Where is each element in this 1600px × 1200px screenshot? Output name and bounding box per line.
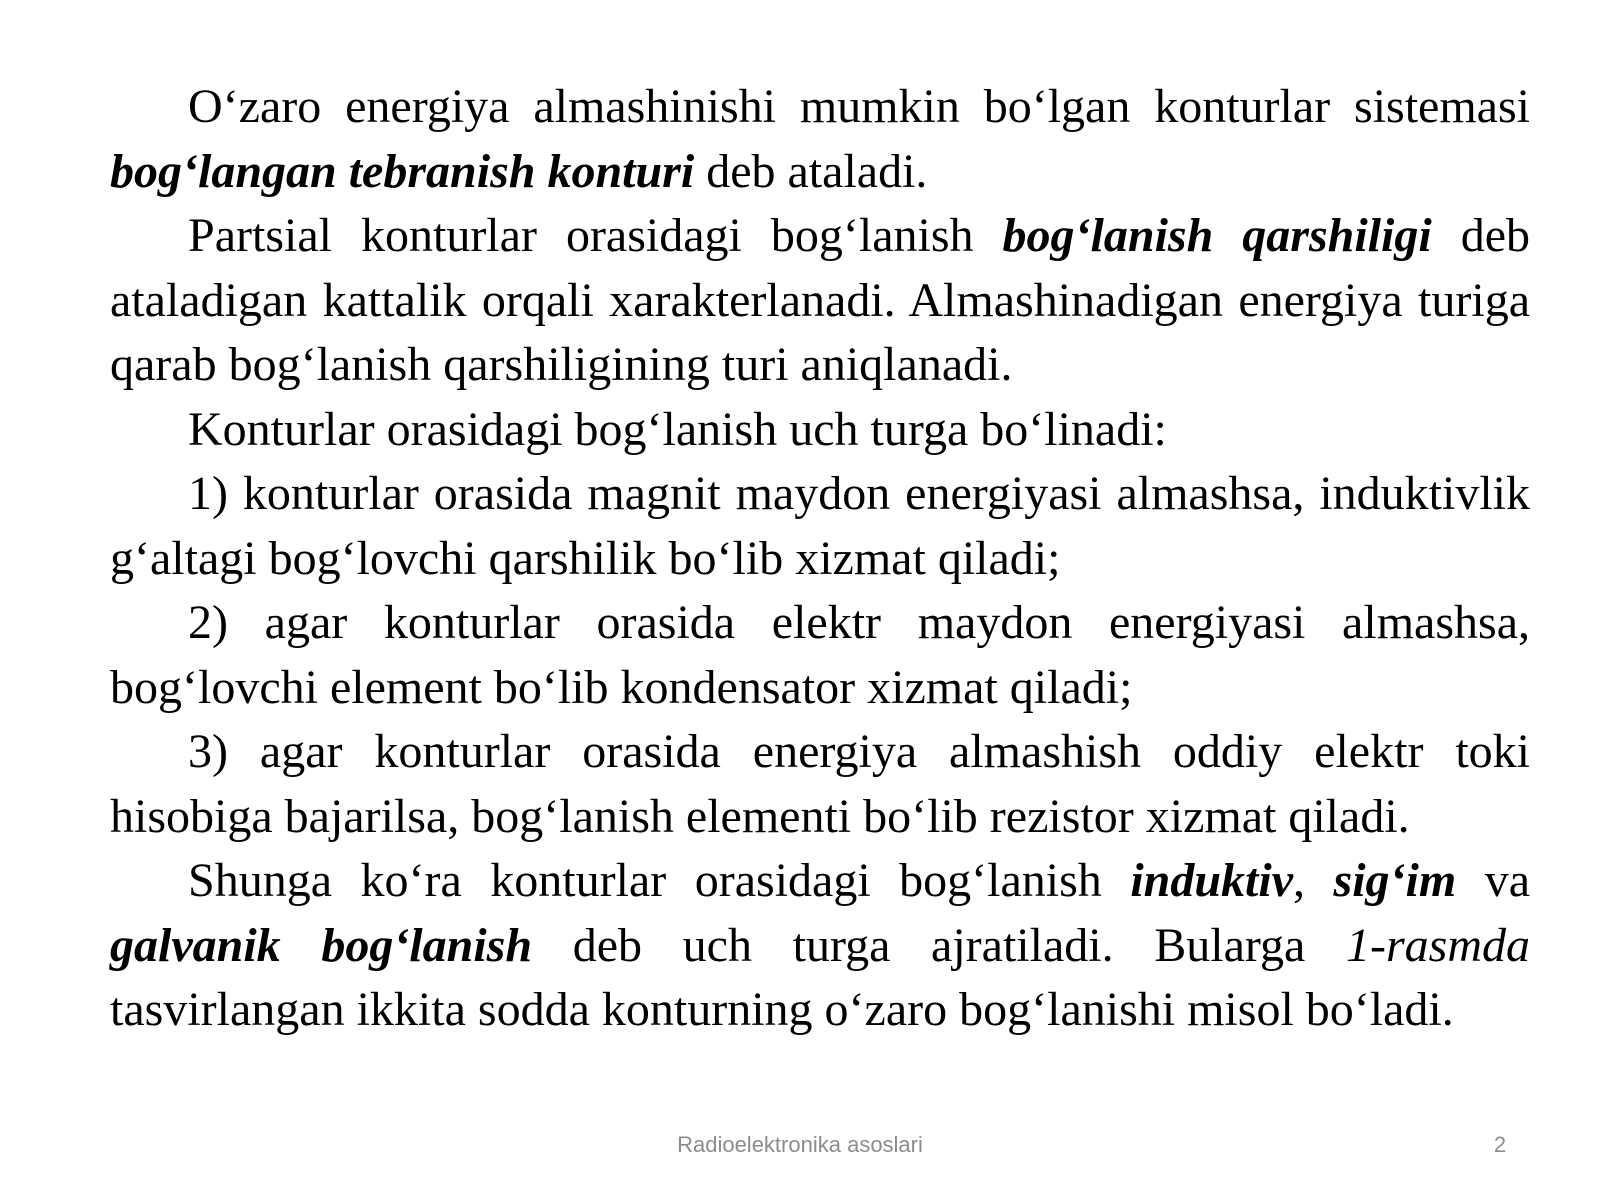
emphasis-term: sig‘im — [1333, 854, 1457, 907]
figure-reference: 1-rasmda — [1345, 918, 1530, 972]
text-run: deb ataladi. — [694, 144, 928, 198]
text-run: deb ataladigan kattalik orqali xarakterlanadi. Almashinadigan energiya turiga qarab bog‘lanish qarshiligining turi aniqlanadi. — [110, 209, 1530, 391]
text-run: , — [1293, 854, 1334, 907]
footer-title: Radioelektronika asoslari — [677, 1132, 923, 1157]
slide-body-text — [110, 75, 1530, 1043]
paragraph-coupling-types-intro — [110, 398, 1530, 463]
list-item-1 — [110, 462, 1530, 591]
paragraph-coupling-resistance — [110, 204, 1530, 398]
text-run: va — [1456, 854, 1530, 907]
text-run: 2) agar konturlar orasida elektr maydon energiyasi almashsa, bog‘lovchi element bo‘lib kondensator xizmat qiladi; — [110, 596, 1530, 714]
emphasis-term: induktiv — [1130, 854, 1294, 907]
page-number: 2 — [1493, 1132, 1507, 1157]
text-run: 3) agar konturlar orasida energiya almashish oddiy elektr toki hisobiga bajarilsa, bog‘lanish elementi bo‘lib rezistor xizmat qiladi. — [110, 725, 1530, 843]
text-run: Konturlar orasidagi bog‘lanish uch turga bo‘linadi: — [188, 402, 1167, 456]
list-item-3 — [110, 720, 1530, 849]
list-item-2 — [110, 591, 1530, 720]
text-run: deb uch turga ajratiladi. Bularga — [532, 918, 1346, 972]
emphasis-term: bog‘lanish qarshiligi — [1002, 209, 1432, 262]
paragraph-coupling-summary — [110, 849, 1530, 1043]
paragraph-coupled-circuit-definition — [110, 75, 1530, 204]
text-run: Partsial konturlar orasidagi bog‘lanish — [188, 209, 1003, 262]
text-run: tasvirlangan ikkita sodda konturning o‘zaro bog‘lanishi misol bo‘ladi. — [110, 983, 1454, 1036]
text-run: 1) konturlar orasida magnit maydon energiyasi almashsa, induktivlik g‘altagi bog‘lovchi qarshilik bo‘lib xizmat qiladi; — [110, 467, 1530, 585]
emphasis-term: galvanik bog‘lanish — [110, 918, 533, 972]
text-run: Shunga ko‘ra konturlar orasidagi bog‘lanish — [188, 854, 1131, 907]
emphasis-term: bog‘langan tebranish konturi — [110, 144, 695, 198]
text-run: O‘zaro energiya almashinishi mumkin bo‘lgan konturlar sistemasi — [188, 80, 1530, 133]
